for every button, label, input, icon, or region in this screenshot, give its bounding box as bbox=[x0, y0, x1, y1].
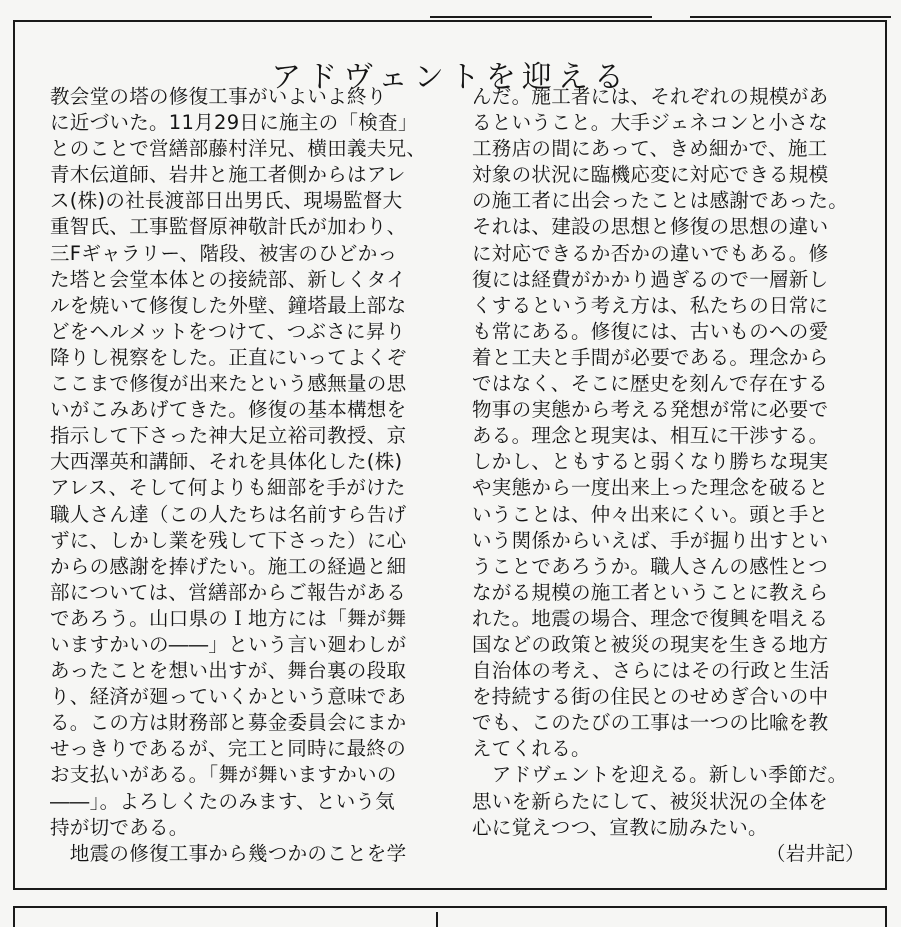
text-line: に対応できるか否かの違いでもある。修 bbox=[472, 241, 829, 265]
text-line: くするという考え方は、私たちの日常に bbox=[472, 293, 829, 317]
text-line: も常にある。修復には、古いものへの愛 bbox=[472, 319, 829, 343]
text-line: ス(株)の社長渡部日出男氏、現場監督大 bbox=[50, 189, 403, 213]
text-line: ここまで修復が出来たという感無量の思 bbox=[50, 372, 407, 396]
top-rule-left bbox=[430, 16, 652, 18]
text-line: とのことで営繕部藤村洋兄、横田義夫兄、 bbox=[50, 137, 427, 161]
article-title: アドヴェントを迎える bbox=[271, 60, 630, 96]
text-line: 職人さん達（この人たちは名前すら告げ bbox=[50, 502, 407, 526]
text-line: 対象の状況に臨機応変に対応できる規模 bbox=[472, 163, 829, 187]
text-line: それは、建設の思想と修復の思想の違い bbox=[472, 215, 829, 239]
text-line: いがこみあげてきた。修復の基本構想を bbox=[50, 398, 407, 422]
text-line: からの感謝を捧げたい。施工の経過と細 bbox=[50, 554, 407, 578]
next-article-divider bbox=[436, 912, 438, 927]
text-line: いますかいの――」という言い廻わしが bbox=[50, 632, 407, 656]
article-left-column bbox=[50, 84, 450, 867]
text-line: 心に覚えつつ、宣教に励みたい。 bbox=[472, 815, 768, 839]
text-line: る。この方は財務部と募金委員会にまか bbox=[50, 711, 407, 735]
text-line: れた。地震の場合、理念で復興を唱える bbox=[472, 606, 829, 630]
text-line: 教会堂の塔の修復工事がいよいよ終り bbox=[50, 85, 387, 108]
text-line: どをヘルメットをつけて、つぶさに昇り bbox=[50, 319, 406, 343]
text-line: 三Fギャラリー、階段、被害のひどかっ bbox=[50, 241, 398, 265]
text-line: や実態から一度出来上った理念を破ると bbox=[472, 476, 829, 500]
text-line: り、経済が廻っていくかという意味であ bbox=[50, 685, 407, 709]
text-line: アドヴェントを迎える。新しい季節だ。 bbox=[472, 763, 848, 787]
text-line: 思いを新らたにして、被災状況の全体を bbox=[472, 789, 829, 813]
text-line: 工務店の間にあって、きめ細かで、施工 bbox=[472, 137, 828, 161]
text-line: いうことは、仲々出来にくい。頭と手と bbox=[472, 502, 829, 526]
text-line: せっきりであるが、完工と同時に最終の bbox=[50, 737, 407, 761]
text-line: 大西澤英和講師、それを具体化した(株) bbox=[50, 450, 403, 474]
text-line: 地震の修復工事から幾つかのことを学 bbox=[50, 841, 407, 865]
text-line: るということ。大手ジェネコンと小さな bbox=[472, 111, 829, 135]
text-line: んだ。施工者には、それぞれの規模があ bbox=[472, 85, 829, 108]
text-line: ずに、しかし業を残して下さった）に心 bbox=[50, 528, 407, 552]
text-line: 持が切である。 bbox=[50, 815, 189, 839]
text-line: の施工者に出会ったことは感謝であった。 bbox=[472, 189, 849, 213]
text-line: お支払いがある。「舞が舞いますかいの bbox=[50, 763, 397, 787]
text-line: アレス、そして何よりも細部を手がけた bbox=[50, 476, 406, 500]
text-line: であろう。山口県のＩ地方には「舞が舞 bbox=[50, 606, 407, 630]
text-line: うことであろうか。職人さんの感性とつ bbox=[472, 554, 829, 578]
text-line: ある。理念と現実は、相互に干渉する。 bbox=[472, 424, 829, 448]
text-line: た塔と会堂本体との接続部、新しくタイ bbox=[50, 267, 407, 291]
text-line: を持続する街の住民とのせめぎ合いの中 bbox=[472, 685, 829, 709]
text-line: 復には経費がかかり過ぎるので一層新し bbox=[472, 267, 829, 291]
text-line: 自治体の考え、さらにはその行政と生活 bbox=[472, 659, 830, 683]
top-rule-right bbox=[690, 16, 891, 18]
text-line: ルを焼いて修復した外壁、鐘塔最上部な bbox=[50, 293, 407, 317]
text-line: 青木伝道師、岩井と施工者側からはアレ bbox=[50, 163, 406, 187]
text-line: （岩井記） bbox=[765, 841, 865, 865]
text-line: 重智氏、工事監督原神敬計氏が加わり、 bbox=[50, 215, 407, 239]
text-line: えてくれる。 bbox=[472, 737, 591, 761]
text-line: いう関係からいえば、手が掘り出すとい bbox=[472, 528, 829, 552]
text-line: でも、このたびの工事は一つの比喩を教 bbox=[472, 711, 829, 735]
text-line: ――」。よろしくたのみます、という気 bbox=[50, 789, 396, 813]
text-line: 国などの政策と被災の現実を生きる地方 bbox=[472, 632, 829, 656]
text-line: 降りし視察をした。正直にいってよくぞ bbox=[50, 345, 407, 369]
text-line: 部については、営繕部からご報告がある bbox=[50, 580, 407, 604]
text-line: に近づいた。11月29日に施主の「検査」 bbox=[50, 111, 418, 135]
text-line: 指示して下さった神大足立裕司教授、京 bbox=[50, 424, 407, 448]
text-line: 物事の実態から考える発想が常に必要で bbox=[472, 398, 829, 422]
text-line: しかし、ともすると弱くなり勝ちな現実 bbox=[472, 450, 829, 474]
text-line: ながる規模の施工者ということに教えら bbox=[472, 580, 829, 604]
text-line: 着と工夫と手間が必要である。理念から bbox=[472, 345, 829, 369]
text-line: あったことを想い出すが、舞台裏の段取 bbox=[50, 659, 407, 683]
next-article-frame bbox=[13, 906, 887, 927]
text-line: ではなく、そこに歴史を刻んで存在する bbox=[472, 372, 829, 396]
article-right-column bbox=[472, 84, 877, 867]
